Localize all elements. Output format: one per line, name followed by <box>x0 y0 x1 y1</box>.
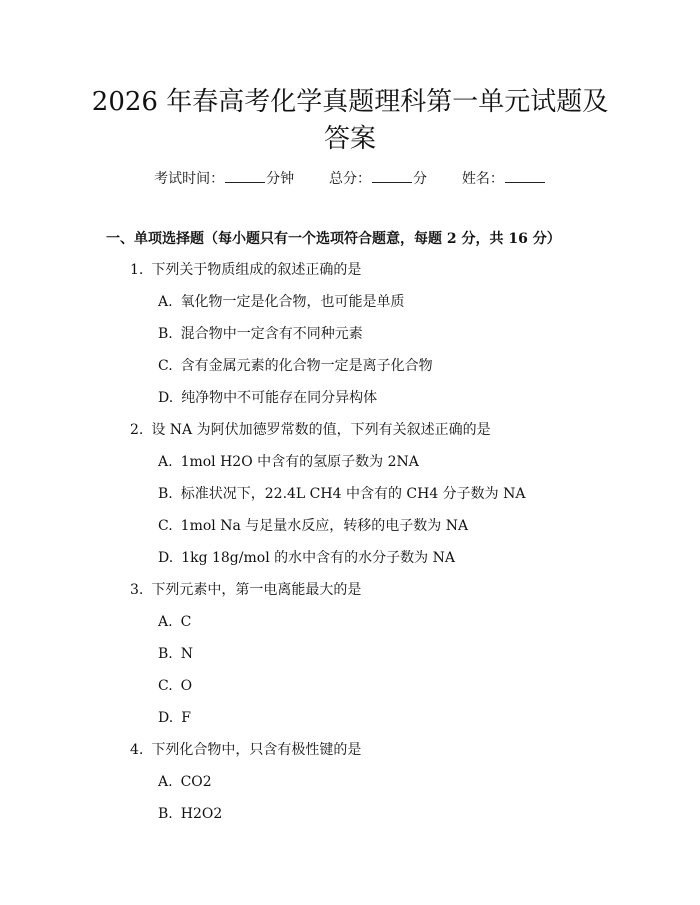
total-score-label: 总分： <box>329 171 371 187</box>
option-text: C <box>180 614 192 630</box>
question-text: 下列化合物中，只含有极性键的是 <box>151 742 362 758</box>
question-3-option-c <box>158 676 192 696</box>
question-4 <box>130 740 361 760</box>
question-3 <box>130 580 361 600</box>
total-score-field <box>329 168 427 188</box>
option-text: O <box>180 678 193 694</box>
option-text: H2O2 <box>180 806 223 822</box>
question-1-option-c <box>158 356 433 376</box>
question-text: 设 NA 为阿伏加德罗常数的值，下列有关叙述正确的是 <box>151 422 491 438</box>
question-2-option-c <box>158 516 468 536</box>
option-letter: A. <box>158 454 173 470</box>
option-letter: B. <box>158 486 173 502</box>
exam-info-line <box>0 168 700 188</box>
question-3-option-d <box>158 708 191 728</box>
question-2 <box>130 420 491 440</box>
option-text: 混合物中一定含有不同种元素 <box>180 326 363 342</box>
option-letter: B. <box>158 326 173 342</box>
option-letter: C. <box>158 518 173 534</box>
question-4-option-a <box>158 772 212 792</box>
option-text: 氧化物一定是化合物，也可能是单质 <box>180 294 405 310</box>
option-letter: B. <box>158 646 173 662</box>
question-2-option-a <box>158 452 419 472</box>
option-letter: C. <box>158 678 173 694</box>
option-letter: D. <box>158 550 174 566</box>
page-title-continuation: 答案 <box>323 124 376 154</box>
exam-time-label: 考试时间： <box>154 171 225 187</box>
question-number: 3. <box>130 582 144 598</box>
option-text: 标准状况下，22.4L CH4 中含有的 CH4 分子数为 NA <box>180 486 526 502</box>
question-number: 1. <box>130 262 144 278</box>
option-text: 含有金属元素的化合物一定是离子化合物 <box>180 358 433 374</box>
question-number: 2. <box>130 422 144 438</box>
question-1-option-d <box>158 388 377 408</box>
option-letter: A. <box>158 614 173 630</box>
student-name-blank <box>505 170 545 183</box>
option-text: 1mol Na 与足量水反应，转移的电子数为 NA <box>180 518 469 534</box>
option-text: CO2 <box>180 774 212 790</box>
question-1 <box>130 260 361 280</box>
option-text: 纯净物中不可能存在同分异构体 <box>181 390 378 406</box>
exam-time-field <box>154 168 294 188</box>
question-3-option-a <box>158 612 191 632</box>
question-4-option-b <box>158 804 222 824</box>
total-score-blank <box>372 170 412 183</box>
option-text: F <box>181 710 191 726</box>
option-letter: C. <box>158 358 173 374</box>
option-letter: D. <box>158 710 174 726</box>
question-1-option-a <box>158 292 405 312</box>
option-letter: A. <box>158 774 173 790</box>
option-letter: D. <box>158 390 174 406</box>
question-2-option-d <box>158 548 455 568</box>
option-text: N <box>180 646 193 662</box>
section-heading-single-choice: 一、单项选择题（每小题只有一个选项符合题意，每题 2 分，共 16 分） <box>106 231 561 247</box>
option-text: 1mol H2O 中含有的氢原子数为 2NA <box>180 454 419 470</box>
question-text: 下列元素中，第一电离能最大的是 <box>151 582 362 598</box>
page-title: 2026 年春高考化学真题理科第一单元试题及 <box>91 87 609 117</box>
exam-time-blank <box>225 170 265 183</box>
total-score-unit: 分 <box>413 171 427 187</box>
question-text: 下列关于物质组成的叙述正确的是 <box>151 262 362 278</box>
question-3-option-b <box>158 644 193 664</box>
question-1-option-b <box>158 324 363 344</box>
exam-time-unit: 分钟 <box>266 171 295 187</box>
option-letter: A. <box>158 294 173 310</box>
option-text: 1kg 18g/mol 的水中含有的水分子数为 NA <box>181 550 455 566</box>
student-name-label: 姓名： <box>461 171 504 187</box>
question-2-option-b <box>158 484 526 504</box>
option-letter: B. <box>158 806 173 822</box>
student-name-field <box>462 168 546 188</box>
question-number: 4. <box>130 742 144 758</box>
